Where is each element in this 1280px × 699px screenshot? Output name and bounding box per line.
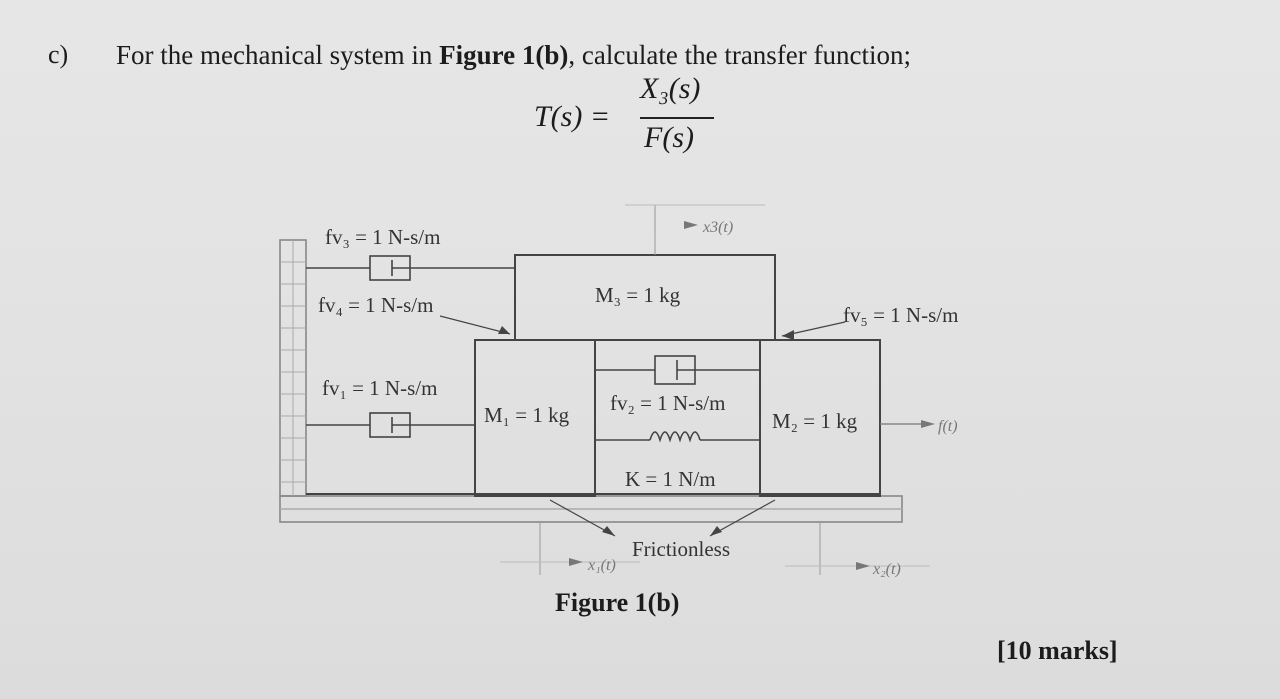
arrow-frictionless-left — [602, 526, 615, 536]
label-m1: M₁ = 1 kg — [484, 403, 570, 427]
label-k: K = 1 N/m — [625, 467, 716, 491]
label-fv2: fv₂ = 1 N-s/m — [610, 391, 726, 415]
label-x2: x₂(t) — [873, 561, 901, 578]
arrow-fv4 — [498, 326, 510, 334]
equation-lhs: T(s) = — [534, 100, 611, 133]
label-fv1: fv₁ = 1 N-s/m — [322, 376, 438, 400]
spring-k — [650, 432, 700, 440]
question-text-before: For the mechanical system in — [116, 40, 440, 70]
label-frictionless: Frictionless — [632, 537, 730, 561]
arrow-force — [921, 420, 935, 428]
arrow-frictionless-right — [710, 526, 722, 536]
label-x3: x3(t) — [703, 219, 734, 236]
arrow-x3 — [684, 221, 698, 229]
marks-label: [10 marks] — [997, 636, 1118, 665]
equation-numerator: X₃(s) — [640, 72, 701, 105]
label-m2: M₂ = 1 kg — [772, 409, 858, 433]
arrow-x2 — [856, 562, 870, 570]
question-text-after: , calculate the transfer function; — [568, 40, 912, 70]
question-part-label: c) — [48, 40, 69, 69]
figure-reference: Figure 1(b) — [439, 40, 569, 70]
label-fv5: fv₅ = 1 N-s/m — [843, 303, 959, 327]
label-fv3: fv₃ = 1 N-s/m — [325, 225, 441, 249]
label-m3: M₃ = 1 kg — [595, 283, 681, 307]
arrow-x1 — [569, 558, 583, 566]
figure-caption: Figure 1(b) — [555, 588, 680, 617]
equation-denominator: F(s) — [644, 121, 694, 154]
label-force: f(t) — [938, 418, 958, 435]
label-fv4: fv₄ = 1 N-s/m — [318, 293, 434, 317]
label-x1: x₁(t) — [588, 557, 616, 574]
